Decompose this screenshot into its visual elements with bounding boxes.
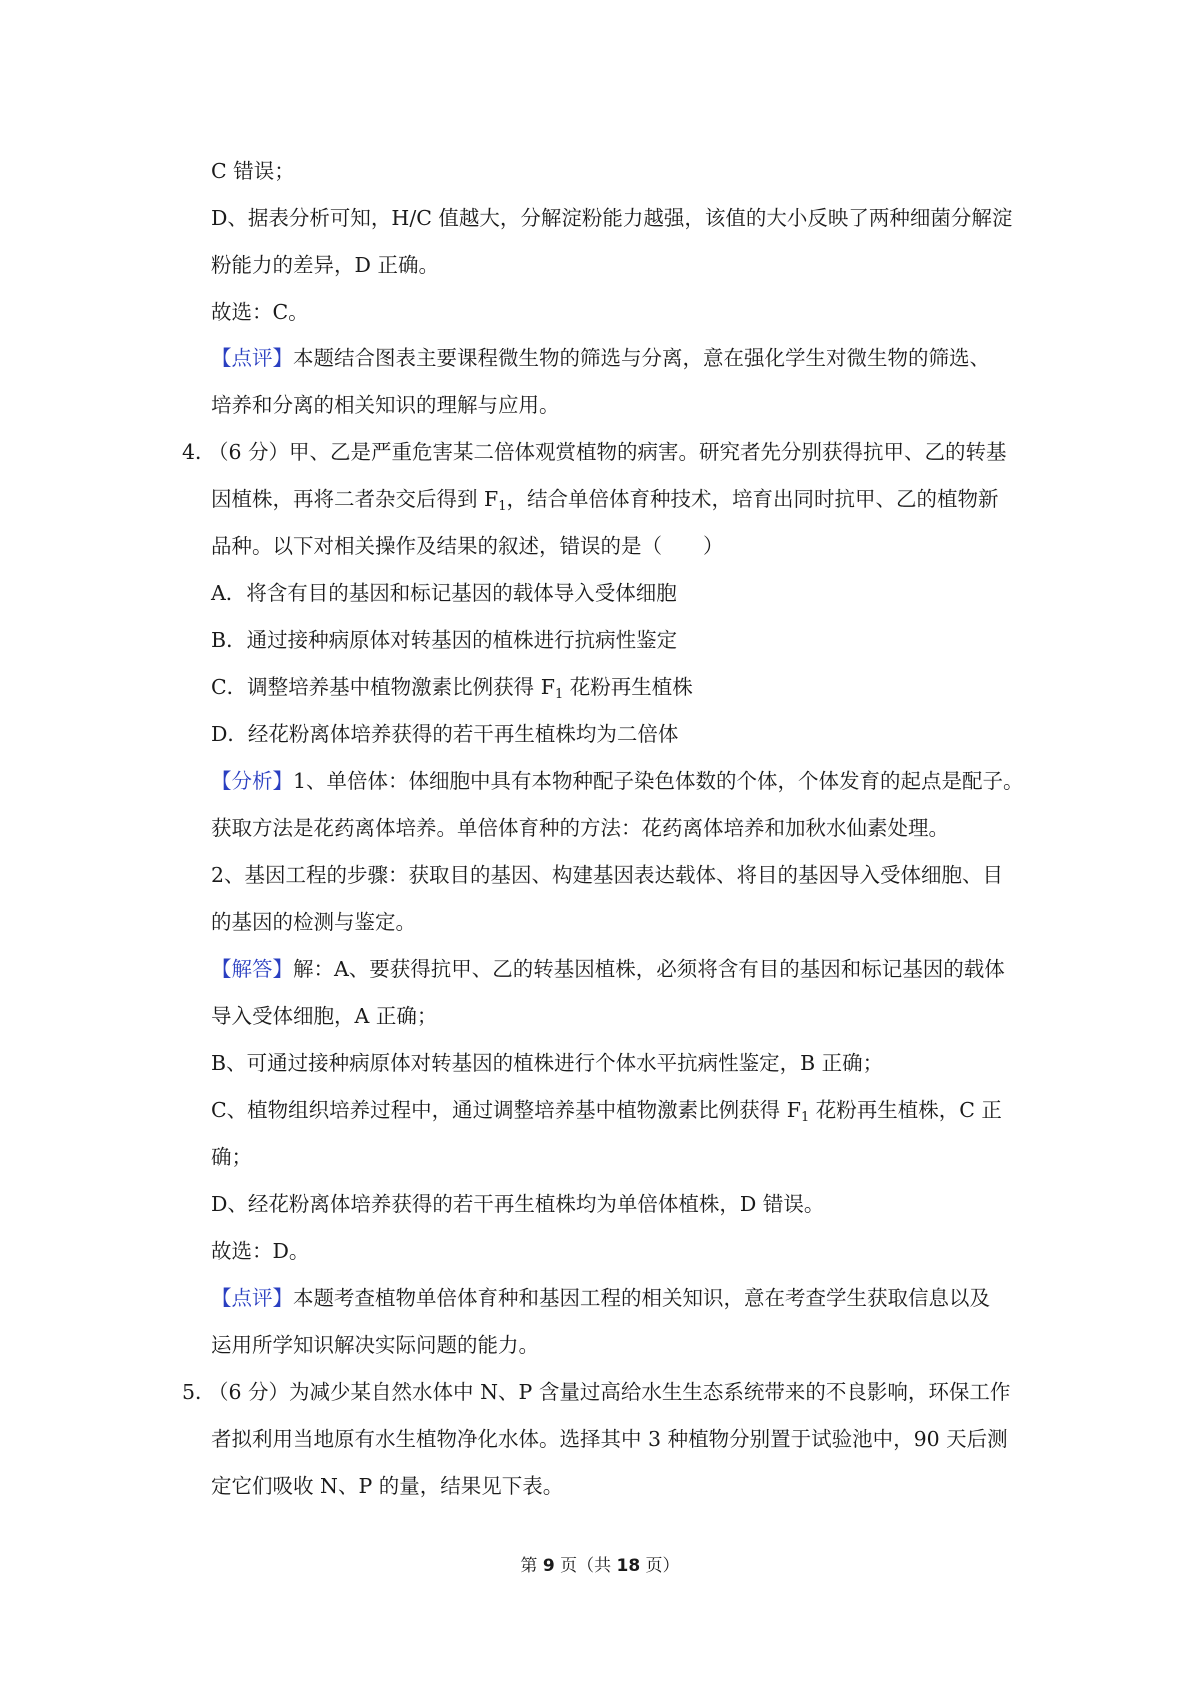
text-line: D、经花粉离体培养获得的若干再生植株均为单倍体植株，D 错误。 (211, 1192, 825, 1216)
analysis-tag: 【分析】 (211, 769, 293, 793)
footer-text: 第 (520, 1556, 543, 1576)
text-line: 培养和分离的相关知识的理解与应用。 (211, 393, 560, 417)
text-span: 本题结合图表主要课程微生物的筛选与分离，意在强化学生对微生物的筛选、 (293, 346, 990, 370)
text-line: 定它们吸收 N、P 的量，结果见下表。 (211, 1474, 564, 1498)
comment-line (211, 1283, 990, 1313)
question-5-number: 5． (182, 1380, 216, 1404)
subscript: 1 (800, 1110, 810, 1125)
text-line: C 错误； (211, 159, 295, 183)
page-footer (0, 1554, 1200, 1578)
text-line: D、据表分析可知，H/C 值越大，分解淀粉能力越强，该值的大小反映了两种细菌分解淀 (211, 206, 1013, 230)
option-b: B．通过接种病原体对转基因的植株进行抗病性鉴定 (211, 628, 678, 652)
page-total: 18 (616, 1556, 641, 1576)
option-d: D．经花粉离体培养获得的若干再生植株均为二倍体 (211, 722, 679, 746)
comment-line (211, 343, 990, 373)
text-span: 本题考查植物单倍体育种和基因工程的相关知识，意在考查学生获取信息以及 (293, 1286, 990, 1310)
footer-text: 页） (640, 1556, 680, 1576)
text-span: 因植株，再将二者杂交后得到 F (211, 487, 499, 511)
text-line: 者拟利用当地原有水生植物净化水体。选择其中 3 种植物分别置于试验池中，90 天后测 (211, 1427, 1008, 1451)
page-number: 9 (542, 1556, 555, 1576)
text-span: C．调整培养基中植物激素比例获得 F (211, 675, 555, 699)
question-4-stem: （6 分）甲、乙是严重危害某二倍体观赏植物的病害。研究者先分别获得抗甲、乙的转基 (208, 440, 1007, 464)
answer-tag: 【解答】 (211, 957, 293, 981)
comment-tag: 【点评】 (211, 346, 293, 370)
subscript: 1 (498, 499, 507, 514)
text-span: ，结合单倍体育种技术，培育出同时抗甲、乙的植物新 (506, 487, 999, 511)
option-a: A．将含有目的基因和标记基因的载体导入受体细胞 (211, 581, 677, 605)
text-line: 粉能力的差异，D 正确。 (211, 253, 439, 277)
comment-tag: 【点评】 (211, 1286, 293, 1310)
text-line: 获取方法是花药离体培养。单倍体育种的方法：花药离体培养和加秋水仙素处理。 (211, 816, 949, 840)
analysis-line (211, 766, 1024, 796)
answer-line (211, 954, 1005, 984)
text-line: 2、基因工程的步骤：获取目的基因、构建基因表达载体、将目的基因导入受体细胞、目 (211, 863, 1004, 887)
text-span: C、植物组织培养过程中，通过调整培养基中植物激素比例获得 F (211, 1098, 801, 1122)
text-line: 故选：D。 (211, 1239, 310, 1263)
text-line (211, 484, 999, 514)
text-line (211, 1095, 1002, 1125)
text-line: B、可通过接种病原体对转基因的植株进行个体水平抗病性鉴定，B 正确； (211, 1051, 884, 1075)
text-line: 确； (211, 1145, 252, 1169)
footer-text: 页（共 (554, 1556, 617, 1576)
subscript: 1 (554, 687, 564, 702)
question-5-stem: （6 分）为减少某自然水体中 N、P 含量过高给水生生态系统带来的不良影响，环保工作 (208, 1380, 1011, 1404)
option-c (211, 672, 693, 702)
text-line: 故选：C。 (211, 300, 309, 324)
text-line: 品种。以下对相关操作及结果的叙述，错误的是（ ） (211, 534, 724, 558)
text-span: 解：A、要获得抗甲、乙的转基因植株，必须将含有目的基因和标记基因的载体 (293, 957, 1005, 981)
question-4-number: 4． (182, 440, 216, 464)
text-span: 花粉再生植株，C 正 (809, 1098, 1002, 1122)
text-line: 导入受体细胞，A 正确； (211, 1004, 438, 1028)
text-span: 1、单倍体：体细胞中具有本物种配子染色体数的个体，个体发育的起点是配子。 (293, 769, 1024, 793)
text-span: 花粉再生植株 (563, 675, 693, 699)
text-line: 的基因的检测与鉴定。 (211, 910, 416, 934)
text-line: 运用所学知识解决实际问题的能力。 (211, 1333, 539, 1357)
